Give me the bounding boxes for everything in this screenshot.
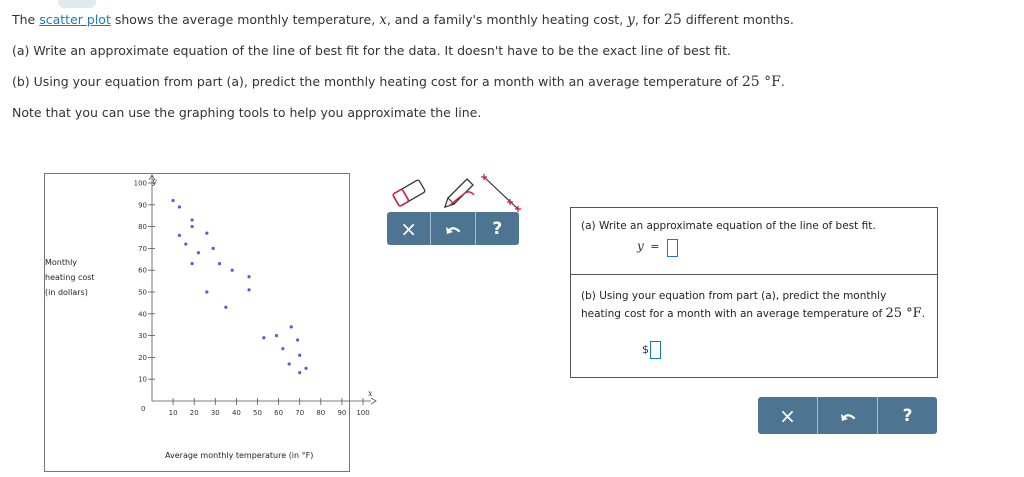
close-icon: × <box>779 403 796 428</box>
close-icon: × <box>400 216 418 241</box>
graph-undo-button[interactable] <box>430 212 474 245</box>
part-b-prompt-line-2: heating cost for a month with an average temperature of 25 °F. <box>581 306 926 321</box>
data-point <box>205 232 208 235</box>
x-tick-label: 70 <box>295 409 305 417</box>
data-point <box>262 336 265 339</box>
data-point <box>247 275 250 278</box>
x-tick-label: 100 <box>356 409 370 417</box>
line-tool-icon[interactable] <box>480 173 522 213</box>
data-point <box>197 251 200 254</box>
data-point <box>231 269 234 272</box>
help-icon: ? <box>492 218 503 239</box>
answer-panel <box>570 207 938 378</box>
answer-divider <box>571 274 937 275</box>
y-tick-label: 60 <box>138 266 147 275</box>
data-point <box>224 306 227 309</box>
question-part-a: (a) Write an approximate equation of the line of best fit for the data. It doesn't have to be the exact line of best fit. <box>12 43 731 58</box>
data-point <box>247 288 250 291</box>
origin-label: 0 <box>141 405 146 413</box>
y-tick-label: 40 <box>138 310 147 319</box>
data-point <box>288 362 291 365</box>
answer-undo-button[interactable] <box>817 397 877 434</box>
data-point <box>281 347 284 350</box>
x-tick-label: 90 <box>337 409 347 417</box>
x-tick-label: 30 <box>210 409 220 417</box>
x-axis-label: Average monthly temperature (in °F) <box>165 451 314 460</box>
data-point <box>296 338 299 341</box>
data-point <box>298 371 301 374</box>
question-part-b: (b) Using your equation from part (a), predict the monthly heating cost for a month with an average temperature of 25 °F. <box>12 74 785 90</box>
data-point <box>172 199 175 202</box>
data-point <box>178 234 181 237</box>
data-point <box>212 247 215 250</box>
data-point <box>178 205 181 208</box>
y-tick-label: 90 <box>138 201 147 210</box>
data-point <box>190 218 193 221</box>
graph-help-button[interactable] <box>475 212 519 245</box>
data-point <box>290 325 293 328</box>
x-tick-label: 80 <box>316 409 326 417</box>
x-tick-label: 20 <box>189 409 199 417</box>
x-tick-label: 40 <box>231 409 241 417</box>
data-point <box>304 367 307 370</box>
undo-icon <box>445 223 461 235</box>
data-points <box>172 199 308 374</box>
part-b-prompt-line-1: (b) Using your equation from part (a), predict the monthly <box>581 290 887 302</box>
y-tick-label: 80 <box>138 223 147 232</box>
y-variable: y <box>637 239 644 253</box>
equals-sign: = <box>650 240 660 253</box>
question-note: Note that you can use the graphing tools to help you approximate the line. <box>12 105 482 120</box>
x-tick-label: 50 <box>253 409 262 417</box>
y-axis-variable: y <box>152 177 157 186</box>
y-axis-label-line-3: (in dollars) <box>45 288 88 297</box>
equation-input[interactable] <box>667 239 678 257</box>
data-point <box>205 290 208 293</box>
equation-row <box>637 239 660 253</box>
scatter-plot-link[interactable]: scatter plot <box>39 12 111 27</box>
data-point <box>190 262 193 265</box>
part-a-prompt: (a) Write an approximate equation of the line of best fit. <box>581 220 876 232</box>
y-tick-label: 30 <box>138 332 147 341</box>
question-intro: The scatter plot shows the average monthly temperature, x, and a family's monthly heating cost, y, for 25 different months. <box>12 12 794 28</box>
dollar-sign: $ <box>642 343 649 356</box>
heating-cost-input[interactable] <box>650 341 661 359</box>
y-tick-label: 50 <box>138 288 147 297</box>
eraser-tool-icon[interactable] <box>388 173 430 213</box>
data-point <box>190 225 193 228</box>
pencil-tool-icon[interactable] <box>437 173 479 213</box>
answer-help-button[interactable] <box>877 397 937 434</box>
data-point <box>184 242 187 245</box>
x-tick-label: 60 <box>274 409 284 417</box>
y-tick-label: 10 <box>138 375 147 384</box>
data-point <box>218 262 221 265</box>
graph-panel[interactable] <box>44 173 373 472</box>
y-tick-label: 70 <box>138 244 147 253</box>
undo-icon <box>840 410 856 422</box>
x-axis-variable: x <box>368 389 373 398</box>
answer-controls-bar <box>758 397 937 434</box>
graph-clear-button[interactable] <box>387 212 430 245</box>
y-tick-label: 20 <box>138 353 147 362</box>
x-tick-label: 10 <box>168 409 178 417</box>
y-axis-label-line-2: heating cost <box>45 273 95 282</box>
y-axis-label-line-1: Monthly <box>45 258 78 267</box>
top-tab-indicator <box>58 0 96 8</box>
data-point <box>275 334 278 337</box>
help-icon: ? <box>902 405 913 426</box>
graph-controls-bar <box>387 212 519 245</box>
y-tick-label: 100 <box>133 179 147 188</box>
answer-clear-button[interactable] <box>758 397 817 434</box>
x-axis-arrow <box>371 398 376 404</box>
data-point <box>298 354 301 357</box>
scatter-plot[interactable] <box>45 174 373 471</box>
chart-axes <box>149 175 376 404</box>
